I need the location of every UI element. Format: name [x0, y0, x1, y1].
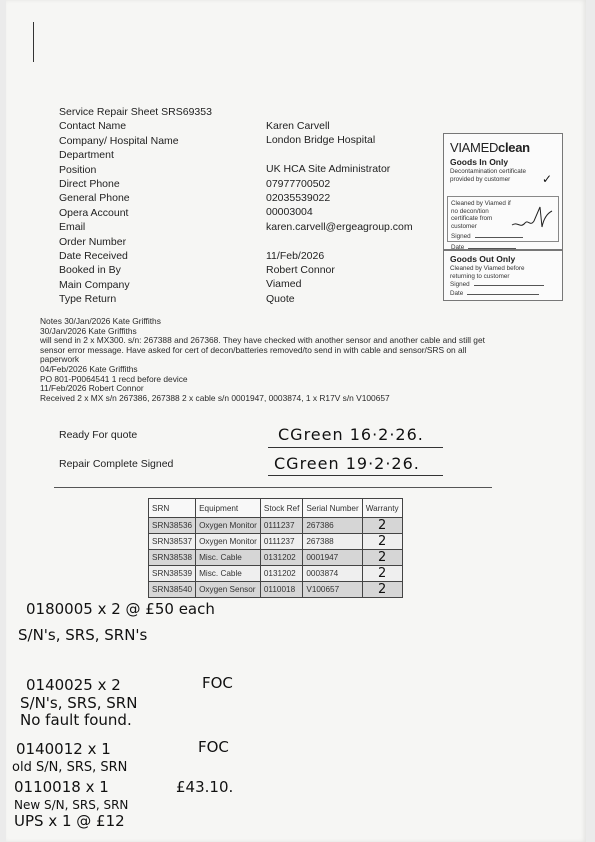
ready-signature-line: [268, 447, 443, 448]
note-line: 11/Feb/2026 Robert Connor: [40, 383, 144, 394]
srn-table: [148, 498, 403, 598]
cell-srn: SRN38540: [149, 582, 196, 598]
value-opera-account: 00003004: [266, 206, 313, 219]
note-line: Notes 30/Jan/2026 Kate Griffiths: [40, 316, 161, 326]
label-date-received: Date Received: [59, 250, 128, 263]
date-row-out: Date: [450, 290, 562, 298]
viamed-logo: VIAMEDclean: [450, 140, 530, 155]
handwritten-line-3: 0140025 x 2: [26, 676, 121, 694]
cell-stock-ref: 0111237: [260, 518, 303, 534]
cell-stock-ref: 0110018: [260, 582, 303, 598]
handwritten-line-10: UPS x 1 @ £12: [14, 812, 125, 830]
note-line: Received 2 x MX s/n 267386, 267388 2 x cable s/n 0001947, 0003874, 1 x R17V s/n V100657: [40, 392, 390, 403]
ready-for-quote-signature: CGreen 16·2·26.: [278, 425, 424, 444]
goods-out-stamp: [443, 250, 563, 301]
goods-out-heading: Goods Out Only: [450, 254, 516, 264]
value-main-company: Viamed: [266, 278, 302, 291]
signature-scribble-icon: [510, 203, 554, 233]
cell-warranty: 2: [362, 582, 402, 598]
col-stock-ref: Stock Ref: [260, 499, 303, 518]
tick-mark-icon: ✓: [542, 172, 553, 186]
handwritten-line-6-foc: FOC: [198, 738, 229, 756]
repair-signature-line: [268, 475, 443, 476]
table-row: [149, 534, 403, 550]
note-line: paperwork: [40, 354, 80, 365]
sheet-title: Service Repair Sheet SRS69353: [59, 106, 212, 118]
cell-equipment: Oxygen Sensor: [196, 582, 261, 598]
note-line: will send in 2 x MX300. s/n: 267388 and 267368. They have checked with another sensor and another cable and still get: [40, 335, 485, 346]
margin-pen-mark: [33, 22, 34, 62]
value-type-return: Quote: [266, 292, 295, 305]
cell-srn: SRN38538: [149, 550, 196, 566]
label-company: Company/ Hospital Name: [59, 134, 179, 147]
value-date-received: 11/Feb/2026: [266, 249, 325, 262]
label-general-phone: General Phone: [59, 192, 130, 205]
cell-warranty: 2: [362, 550, 402, 566]
note-line: 04/Feb/2026 Kate Griffiths: [40, 363, 138, 374]
value-email: karen.carvell@ergeagroup.com: [266, 220, 413, 233]
label-main-company: Main Company: [59, 278, 130, 291]
cleaned-before-text: Cleaned by Viamed before returning to customer: [450, 265, 525, 280]
signed-row-out: Signed: [450, 281, 562, 289]
cell-warranty: 2: [362, 566, 402, 582]
note-line: sensor error message. Have asked for cert of decon/batteries removed/to send in with cable and sensor/SRS on all: [40, 344, 467, 355]
handwritten-line-4: S/N's, SRS, SRN: [20, 694, 138, 712]
label-email: Email: [59, 221, 86, 234]
value-direct-phone: 07977700502: [266, 177, 331, 190]
cell-serial: 0001947: [303, 550, 362, 566]
value-position: UK HCA Site Administrator: [266, 163, 391, 176]
col-warranty: Warranty: [362, 499, 402, 518]
goods-in-heading: Goods In Only: [450, 157, 509, 167]
handwritten-line-6: 0140012 x 1: [16, 740, 111, 758]
decon-certificate-text: Decontamination certificate provided by customer: [450, 168, 526, 183]
cell-stock-ref: 0131202: [260, 566, 303, 582]
repair-complete-label: Repair Complete Signed: [59, 458, 174, 470]
col-srn: SRN: [149, 499, 196, 518]
cell-serial: 267388: [303, 534, 362, 550]
cleaned-by-text: Cleaned by Viamed if no decon/tion certificate from customer: [451, 200, 511, 230]
cell-equipment: Oxygen Monitor: [196, 534, 261, 550]
cell-srn: SRN38539: [149, 566, 196, 582]
handwritten-line-1: 0180005 x 2 @ £50 each: [26, 600, 215, 618]
col-equipment: Equipment: [196, 499, 261, 518]
note-line: 30/Jan/2026 Kate Griffiths: [40, 325, 137, 336]
col-serial-number: Serial Number: [303, 499, 362, 518]
cell-stock-ref: 0111237: [260, 534, 303, 550]
cell-srn: SRN38537: [149, 534, 196, 550]
handwritten-line-8: 0110018 x 1: [14, 778, 109, 796]
cleaned-by-box: [447, 196, 559, 251]
label-booked-in-by: Booked in By: [59, 264, 121, 277]
table-row: [149, 582, 403, 598]
label-position: Position: [59, 163, 97, 176]
cell-serial: V100657: [303, 582, 362, 598]
label-contact-name: Contact Name: [59, 120, 127, 133]
value-general-phone: 02035539022: [266, 191, 331, 204]
cell-equipment: Oxygen Monitor: [196, 518, 261, 534]
cell-warranty: 2: [362, 534, 402, 550]
cell-equipment: Misc. Cable: [196, 566, 261, 582]
paper-sheet: [6, 0, 586, 842]
repair-complete-signature: CGreen 19·2·26.: [274, 454, 420, 473]
label-type-return: Type Return: [59, 293, 117, 306]
field-values: [266, 119, 413, 306]
handwritten-line-3-foc: FOC: [202, 674, 233, 692]
field-labels: [59, 105, 212, 307]
handwritten-line-8-price: £43.10.: [176, 778, 234, 796]
handwritten-line-9: New S/N, SRS, SRN: [14, 798, 129, 812]
cell-equipment: Misc. Cable: [196, 550, 261, 566]
cell-serial: 0003874: [303, 566, 362, 582]
cell-stock-ref: 0131202: [260, 550, 303, 566]
handwritten-line-2: S/N's, SRS, SRN's: [18, 626, 148, 644]
table-row: [149, 550, 403, 566]
cell-serial: 267386: [303, 518, 362, 534]
handwritten-line-7: old S/N, SRS, SRN: [12, 760, 128, 775]
section-divider: [54, 487, 492, 488]
signed-row: Signed: [451, 233, 558, 241]
note-line: PO 801-P0064541 1 recd before device: [40, 373, 188, 384]
table-row: [149, 566, 403, 582]
label-opera-account: Opera Account: [59, 206, 129, 219]
date-row: Date: [451, 244, 558, 252]
handwritten-line-5: No fault found.: [20, 711, 132, 729]
cell-srn: SRN38536: [149, 518, 196, 534]
label-order-number: Order Number: [59, 235, 127, 248]
label-direct-phone: Direct Phone: [59, 178, 120, 191]
table-row: [149, 518, 403, 534]
label-department: Department: [59, 149, 114, 162]
value-hospital: London Bridge Hospital: [266, 134, 376, 147]
ready-for-quote-label: Ready For quote: [59, 429, 138, 441]
value-booked-in-by: Robert Connor: [266, 263, 335, 276]
table-header-row: [149, 499, 403, 518]
value-contact-name: Karen Carvell: [266, 120, 330, 132]
notes-block: [40, 317, 560, 403]
viamed-clean-stamp: [443, 133, 563, 250]
cell-warranty: 2: [362, 518, 402, 534]
